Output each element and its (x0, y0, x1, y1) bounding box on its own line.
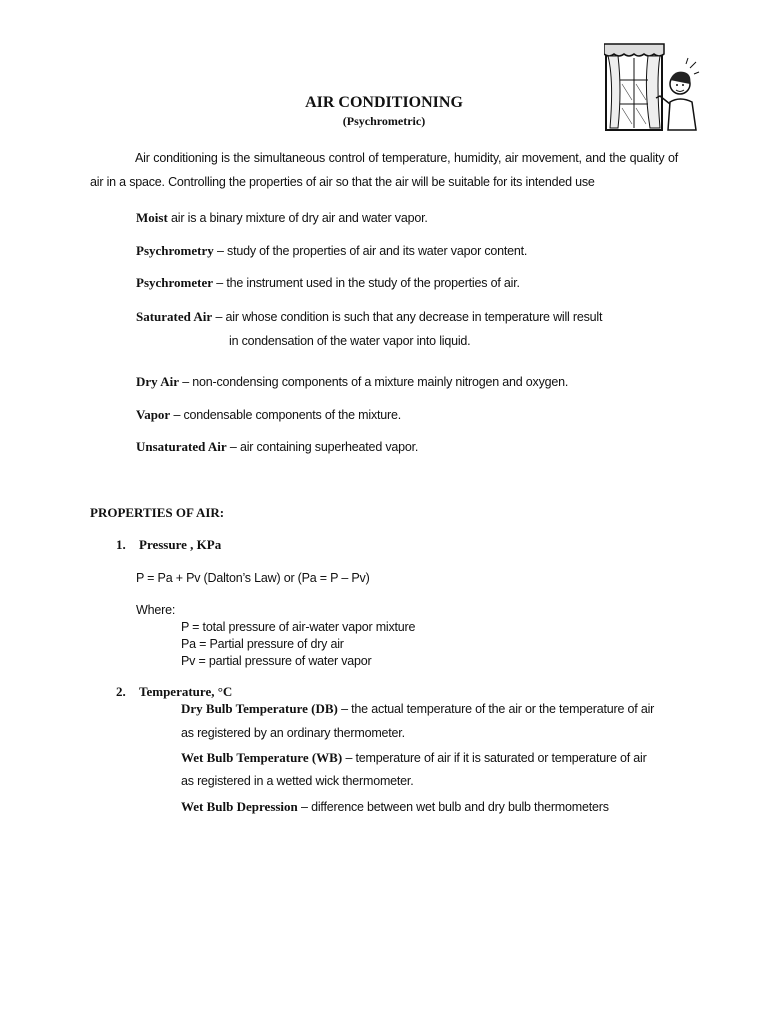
definition-term: Psychrometer (136, 275, 214, 290)
subitem-continuation: as registered by an ordinary thermometer. (181, 726, 405, 740)
item-title: Temperature, °C (139, 684, 233, 699)
definition-text: – air whose condition is such that any decrease in temperature will result (212, 310, 603, 324)
subitem-text: – temperature of air if it is saturated or temperature of air (342, 751, 647, 765)
definition-psychrometry (136, 243, 527, 259)
subitem-term: Dry Bulb Temperature (DB) (181, 701, 338, 716)
where-line: Pv = partial pressure of water vapor (181, 654, 372, 668)
definition-unsaturated-air (136, 439, 418, 455)
intro-text: Air conditioning is the simultaneous control of temperature, humidity, air movement, and the quality of air in a space. Controlling the properties of air so that the air will be suitable for its intended use (90, 151, 678, 189)
definition-term: Dry Air (136, 374, 179, 389)
property-item-pressure (116, 537, 221, 553)
subitem-text: – difference between wet bulb and dry bulb thermometers (297, 800, 609, 814)
where-label: Where: (136, 603, 176, 617)
definition-text: – condensable components of the mixture. (170, 408, 402, 422)
subitem-term: Wet Bulb Temperature (WB) (181, 750, 343, 765)
definition-saturated-air (136, 309, 602, 325)
definition-continuation: in condensation of the water vapor into liquid. (229, 334, 471, 348)
definition-term: Psychrometry (136, 243, 214, 258)
subitem-continuation: as registered in a wetted wick thermometer. (181, 774, 414, 788)
document-subtitle: (Psychrometric) (342, 114, 426, 128)
definition-term: Vapor (136, 407, 171, 422)
definition-text: – study of the properties of air and its water vapor content. (213, 244, 528, 258)
subitem-dry-bulb (181, 701, 654, 717)
definition-moist (136, 210, 428, 226)
section-heading: PROPERTIES OF AIR: (90, 505, 225, 520)
subitem-wet-bulb (181, 750, 647, 766)
definition-text: – the instrument used in the study of the properties of air. (213, 276, 520, 290)
where-line: Pa = Partial pressure of dry air (181, 637, 344, 651)
property-item-temperature (116, 684, 232, 700)
where-line: P = total pressure of air-water vapor mixture (181, 620, 416, 634)
definition-text: – non-condensing components of a mixture mainly nitrogen and oxygen. (178, 375, 569, 389)
item-title: Pressure , KPa (139, 537, 222, 552)
intro-paragraph (90, 146, 678, 194)
document-title: AIR CONDITIONING (305, 94, 463, 111)
definition-term: Saturated Air (136, 309, 213, 324)
pressure-formula: P = Pa + Pv (Dalton’s Law) or (Pa = P – Pv) (136, 571, 370, 585)
definition-vapor (136, 407, 401, 423)
definition-term: Moist (136, 210, 168, 225)
subitem-text: – the actual temperature of the air or the temperature of air (337, 702, 655, 716)
definition-dry-air (136, 374, 568, 390)
definition-psychrometer (136, 275, 520, 291)
subitem-term: Wet Bulb Depression (181, 799, 298, 814)
subitem-wet-bulb-depression (181, 799, 609, 815)
definition-text: – air containing superheated vapor. (226, 440, 419, 454)
definition-term: Unsaturated Air (136, 439, 227, 454)
item-number: 2. (116, 684, 126, 699)
definition-text: air is a binary mixture of dry air and water vapor. (167, 211, 428, 225)
item-number: 1. (116, 537, 126, 552)
